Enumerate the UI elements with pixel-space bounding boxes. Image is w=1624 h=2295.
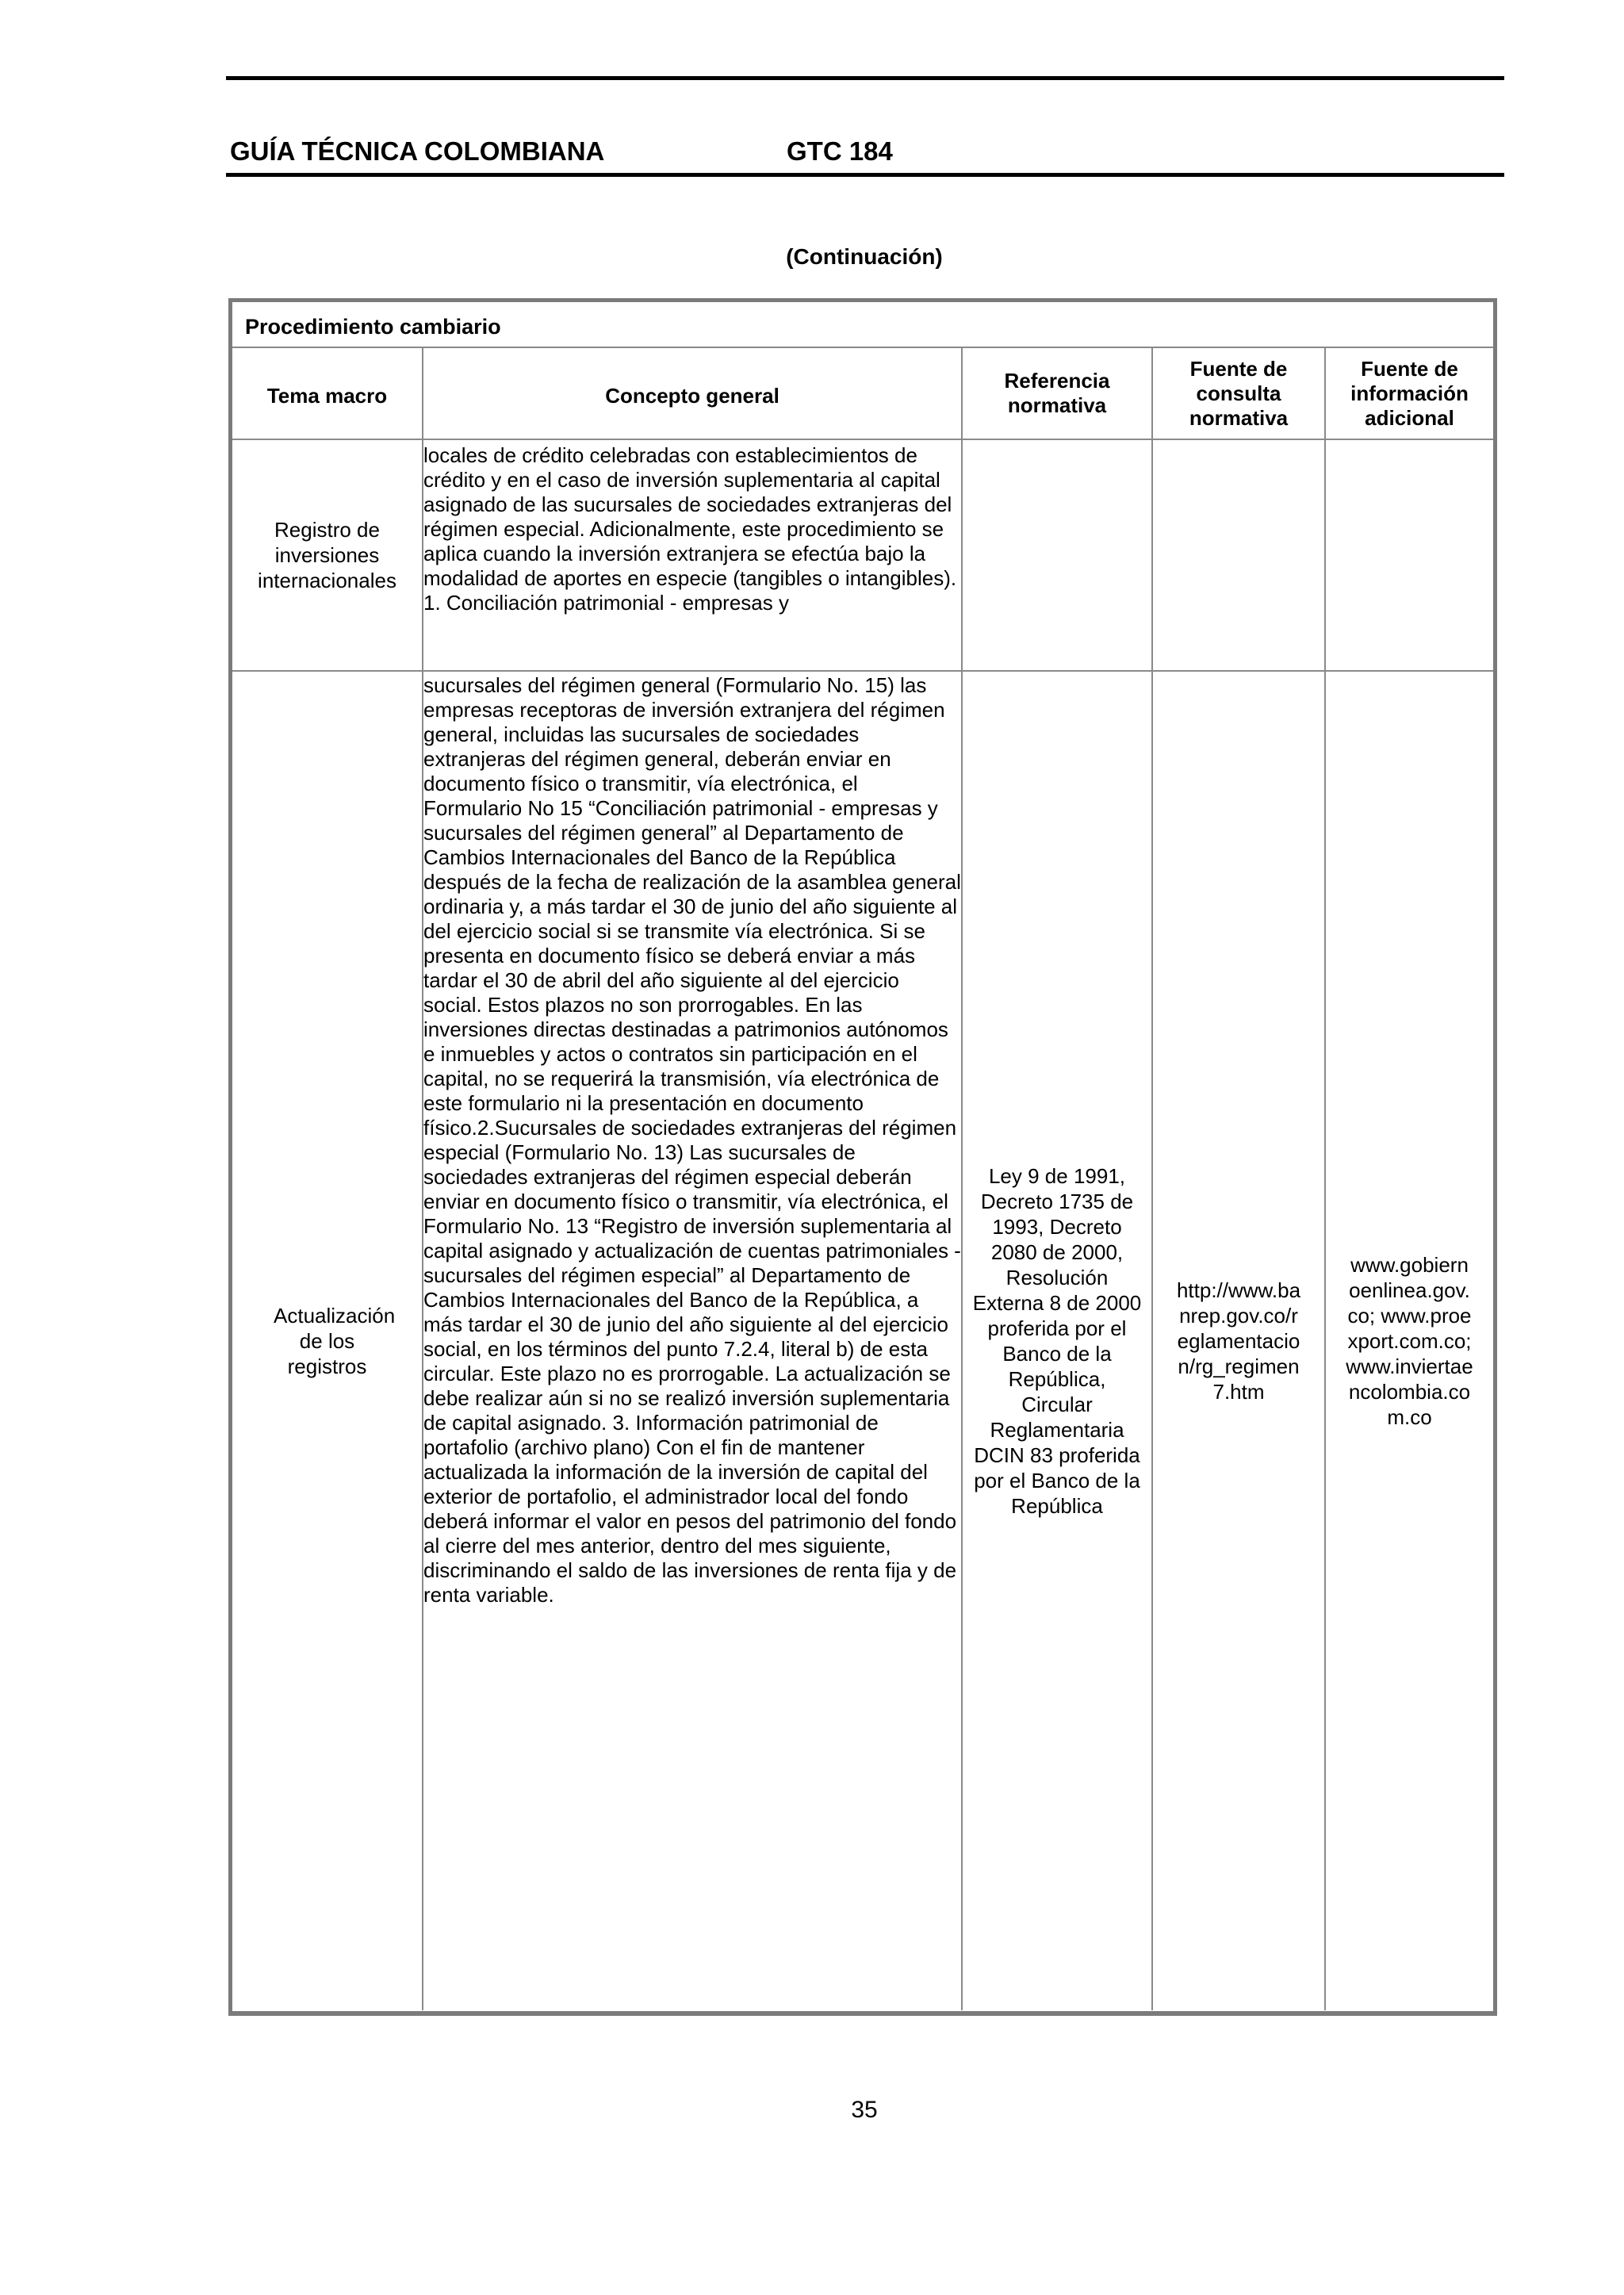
procedure-grid [232,348,1493,2010]
concepto-cell [423,671,962,2010]
table-caption: Procedimiento cambiario [245,315,501,339]
table-row [232,439,1493,671]
fuente-consulta-cell [1152,439,1325,671]
fuente-consulta-cell: http://www.banrep.gov.co/reglamentacion/rg_regimen7.htm [1152,671,1325,2010]
header-rule [226,173,1504,177]
column-header-referencia-normativa: Referencia normativa [962,348,1152,439]
concepto-text: locales de crédito celebradas con establecimientos de crédito y en el caso de inversión suplementaria al capital asignado de las sucursales de sociedades extranjeras del régimen especial. Adicionalmente, este procedimiento se aplica cuando la inversión extranjera se efectúa bajo la modalidad de aportes en especie (tangibles o intangibles). 1. Conciliación patrimonial - empresas y [423,443,957,615]
column-header-fuente-informacion: Fuente de información adicional [1325,348,1493,439]
procedure-table [228,298,1497,2016]
table-header-row [232,348,1493,439]
page-number: 35 [851,2097,878,2123]
tema-macro-cell: Registro de inversiones internacionales [232,439,423,671]
fuente-info-cell: www.gobiernoenlinea.gov.co; www.proexport.com.co; www.inviertaencolombia.com.co [1325,671,1493,2010]
concepto-cell [423,439,962,671]
document-title: GUÍA TÉCNICA COLOMBIANA [230,136,605,166]
tema-macro-cell: Actualización de los registros [232,671,423,2010]
referencia-cell [962,439,1152,671]
column-header-fuente-consulta: Fuente de consulta normativa [1152,348,1325,439]
continuation-label: (Continuación) [786,244,943,269]
column-header-tema-macro: Tema macro [232,348,423,439]
table-row [232,671,1493,2010]
top-rule [226,76,1504,80]
column-header-concepto-general: Concepto general [423,348,962,439]
concepto-text: sucursales del régimen general (Formulario No. 15) las empresas receptoras de inversión extranjera del régimen general, incluidas las sucursales de sociedades extranjeras del régimen general, deberán enviar en documento físico o transmitir, vía electrónica, el Formulario No 15 “Conciliación patrimonial - empresas y sucursales del régimen general” al Departamento de Cambios Internacionales del Banco de la República después de la fecha de realización de la asamblea general ordinaria y, a más tardar el 30 de junio del año siguiente al del ejercicio social si se transmite vía electrónica. Si se presenta en documento físico se deberá enviar a más tardar el 30 de abril del año siguiente al del ejercicio social. Estos plazos no son prorrogables. En las inversiones directas destinadas a patrimonios autónomos e inmuebles y actos o contratos sin participación en el capital, no se requerirá la transmisión, vía electrónica de este formulario ni la presentación en documento físico.2.Sucursales de sociedades extranjeras del régimen especial (Formulario No. 13) Las sucursales de sociedades extranjeras del régimen especial deberán enviar en documento físico o transmitir, vía electrónica, el Formulario No. 13 “Registro de inversión suplementaria al capital asignado y actualización de cuentas patrimoniales - sucursales del régimen especial” al Departamento de Cambios Internacionales del Banco de la República, a más tardar el 30 de junio del año siguiente al del ejercicio social, en los términos del punto 7.2.4, literal b) de esta circular. Este plazo no es prorrogable. La actualización se debe realizar aún si no se realizó inversión suplementaria de capital asignado. 3. Información patrimonial de portafolio (archivo plano) Con el fin de mantener actualizada la información de la inversión de capital del exterior de portafolio, el administrador local del fondo deberá informar el valor en pesos del patrimonio del fondo al cierre del mes anterior, dentro del mes siguiente, discriminando el saldo de las inversiones de renta fija y de renta variable. [423,673,961,1607]
document-code: GTC 184 [787,136,893,166]
fuente-info-cell [1325,439,1493,671]
referencia-cell: Ley 9 de 1991, Decreto 1735 de 1993, Decreto 2080 de 2000, Resolución Externa 8 de 2000 proferida por el Banco de la República, Circular Reglamentaria DCIN 83 proferida por el Banco de la República [962,671,1152,2010]
document-header [230,133,1499,170]
